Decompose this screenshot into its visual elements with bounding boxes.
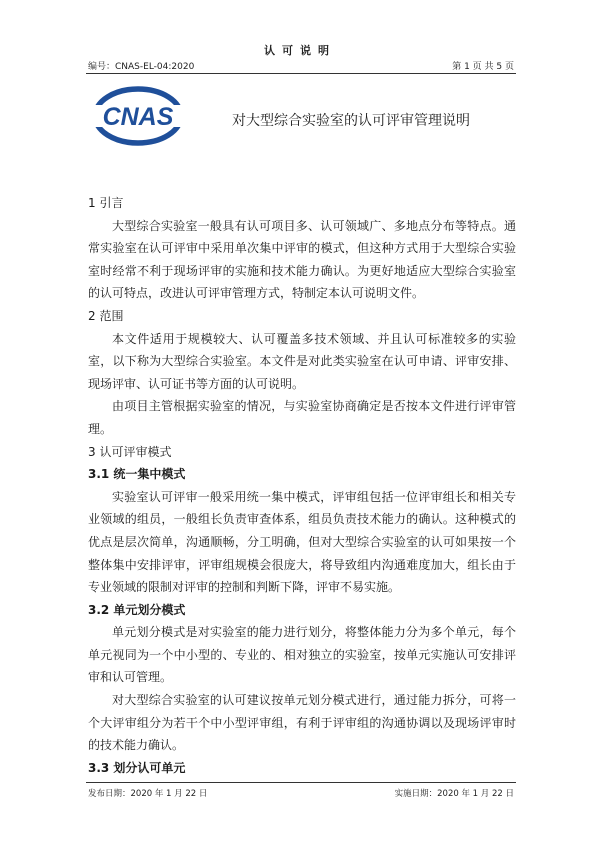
- publish-date: 发布日期：2020 年 1 月 22 日: [88, 789, 208, 799]
- section-heading: 2 范围: [88, 308, 124, 323]
- document-title: 对大型综合实验室的认可评审管理说明: [232, 113, 470, 129]
- cnas-logo: [92, 82, 184, 150]
- logo-text: CNAS: [102, 103, 174, 131]
- header-doc-type: 认可说明: [264, 44, 336, 57]
- paragraph: 本文件适用于规模较大、认可覆盖多技术领域、并且认可标准较多的实验室，以下称为大型综合实验室。本文件是对此类实验室在认可申请、评审安排、现场评审、认可证书等方面的认可说明。: [88, 331, 516, 391]
- document-body: [88, 192, 516, 779]
- paragraph: 由项目主管根据实验室的情况，与实验室协商确定是否按本文件进行评审管理。: [88, 399, 516, 436]
- subsection-heading: 3.2 单元划分模式: [88, 602, 186, 617]
- section-heading: 3 认可评审模式: [88, 444, 172, 459]
- paragraph: 对大型综合实验室的认可建议按单元划分模式进行，通过能力拆分，可将一个大评审组分为若干个中小型评审组，有利于评审组的沟通协调以及现场评审时的技术能力确认。: [88, 693, 516, 753]
- section-heading: 1 引言: [88, 196, 124, 210]
- paragraph: 实验室认可评审一般采用统一集中模式，评审组包括一位评审组长和相关专业领域的组员，一般组长负责审查体系，组员负责技术能力的确认。这种模式的优点是层次简单，沟通顺畅，分工明确，但对大型综合实验室的认可如果按一个整体集中安排评审，评审组规模会很庞大，将导致组内沟通难度加大，组长由于专业领域的限制对评审的控制和判断下降，评审不易实施。: [88, 489, 516, 595]
- subsection-heading: 3.3 划分认可单元: [88, 760, 186, 775]
- page-indicator: 第 1 页 共 5 页: [452, 62, 514, 72]
- paragraph: 大型综合实验室一般具有认可项目多、认可领域广、多地点分布等特点。通常实验室在认可评审中采用单次集中评审的模式，但这种方式用于大型综合实验室时经常不利于现场评审的实施和技术能力确认。为更好地适应大型综合实验室的认可特点，改进认可评审管理方式，特制定本认可说明文件。: [88, 218, 516, 301]
- header-divider: [86, 73, 516, 74]
- paragraph: 单元划分模式是对实验室的能力进行划分，将整体能力分为多个单元，每个单元视同为一个中小型的、专业的、相对独立的实验室，按单元实施认可安排评审和认可管理。: [88, 625, 516, 685]
- effective-date: 实施日期：2020 年 1 月 22 日: [394, 789, 514, 799]
- cnas-logo-icon: [92, 82, 184, 150]
- footer-divider: [86, 782, 516, 783]
- document-code: 编号：CNAS-EL-04:2020: [88, 62, 195, 72]
- subsection-heading: 3.1 统一集中模式: [88, 467, 186, 482]
